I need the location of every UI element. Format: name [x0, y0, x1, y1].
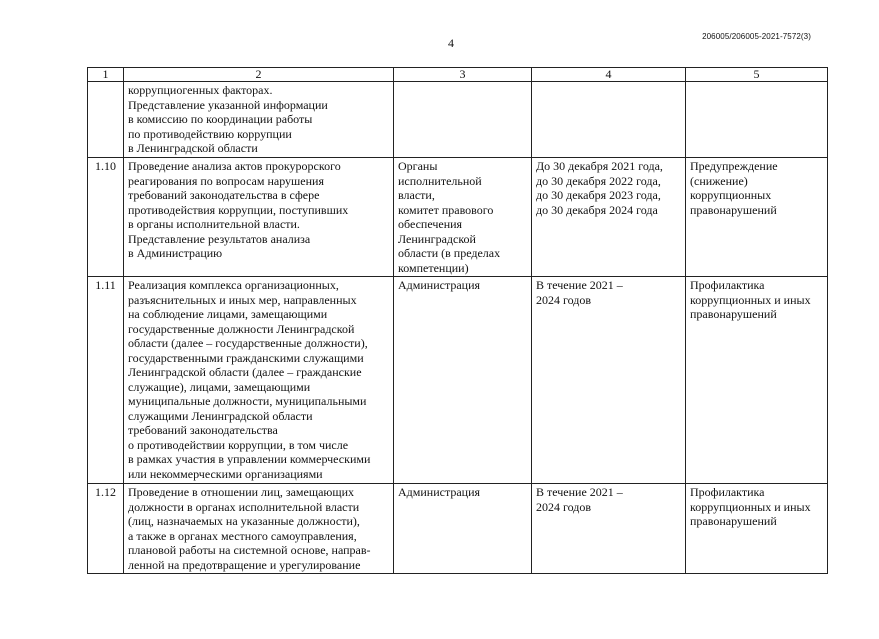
measure-cell: Реализация комплекса организационных, разъяснительных и иных мер, направленных на соблюдение лицами, замещающими государственные должности Ленинградской области (далее – государственные должности), государственными гражданскими служащими Ленинградской области (далее – гражданские служащие), лицами, замещающими муниципальные должности, муниципальными служащими Ленинградской области требований законодательства о противодействии коррупции, в том числе в рамках участия в управлении коммерческими или некоммерческими организациями: [124, 277, 394, 484]
result-cell: [686, 82, 828, 158]
column-header: 1: [88, 68, 124, 82]
row-number: 1.11: [88, 277, 124, 484]
row-number: 1.10: [88, 158, 124, 277]
deadline-cell: До 30 декабря 2021 года, до 30 декабря 2022 года, до 30 декабря 2023 года, до 30 декабря 2024 года: [532, 158, 686, 277]
column-header: 5: [686, 68, 828, 82]
row-number: 1.12: [88, 484, 124, 574]
table-row: [88, 82, 828, 158]
deadline-cell: В течение 2021 – 2024 годов: [532, 484, 686, 574]
measure-cell: Проведение анализа актов прокурорского реагирования по вопросам нарушения требований законодательства в сфере противодействия коррупции, поступивших в органы исполнительной власти. Представление результатов анализа в Администрацию: [124, 158, 394, 277]
column-header: 4: [532, 68, 686, 82]
table-row: [88, 277, 828, 484]
table-row: [88, 484, 828, 574]
responsible-cell: Администрация: [394, 484, 532, 574]
table-row: [88, 158, 828, 277]
measure-cell: коррупциогенных факторах. Представление указанной информации в комиссию по координации работы по противодействию коррупции в Ленинградской области: [124, 82, 394, 158]
responsible-cell: Администрация: [394, 277, 532, 484]
deadline-cell: [532, 82, 686, 158]
page-number: 4: [448, 36, 454, 50]
responsible-cell: Органы исполнительной власти, комитет правового обеспечения Ленинградской области (в пределах компетенции): [394, 158, 532, 277]
column-header: 2: [124, 68, 394, 82]
result-cell: Профилактика коррупционных и иных правонарушений: [686, 484, 828, 574]
measures-table: [87, 67, 828, 574]
document-code: 206005/206005-2021-7572(3): [702, 32, 811, 41]
deadline-cell: В течение 2021 – 2024 годов: [532, 277, 686, 484]
result-cell: Предупреждение (снижение) коррупционных правонарушений: [686, 158, 828, 277]
row-number: [88, 82, 124, 158]
measure-cell: Проведение в отношении лиц, замещающих должности в органах исполнительной власти (лиц, назначаемых на указанные должности), а также в органах местного самоуправления, плановой работы на системной основе, направ- ленной на предотвращение и урегулирование: [124, 484, 394, 574]
column-header: 3: [394, 68, 532, 82]
responsible-cell: [394, 82, 532, 158]
result-cell: Профилактика коррупционных и иных правонарушений: [686, 277, 828, 484]
table-header-row: [88, 68, 828, 82]
